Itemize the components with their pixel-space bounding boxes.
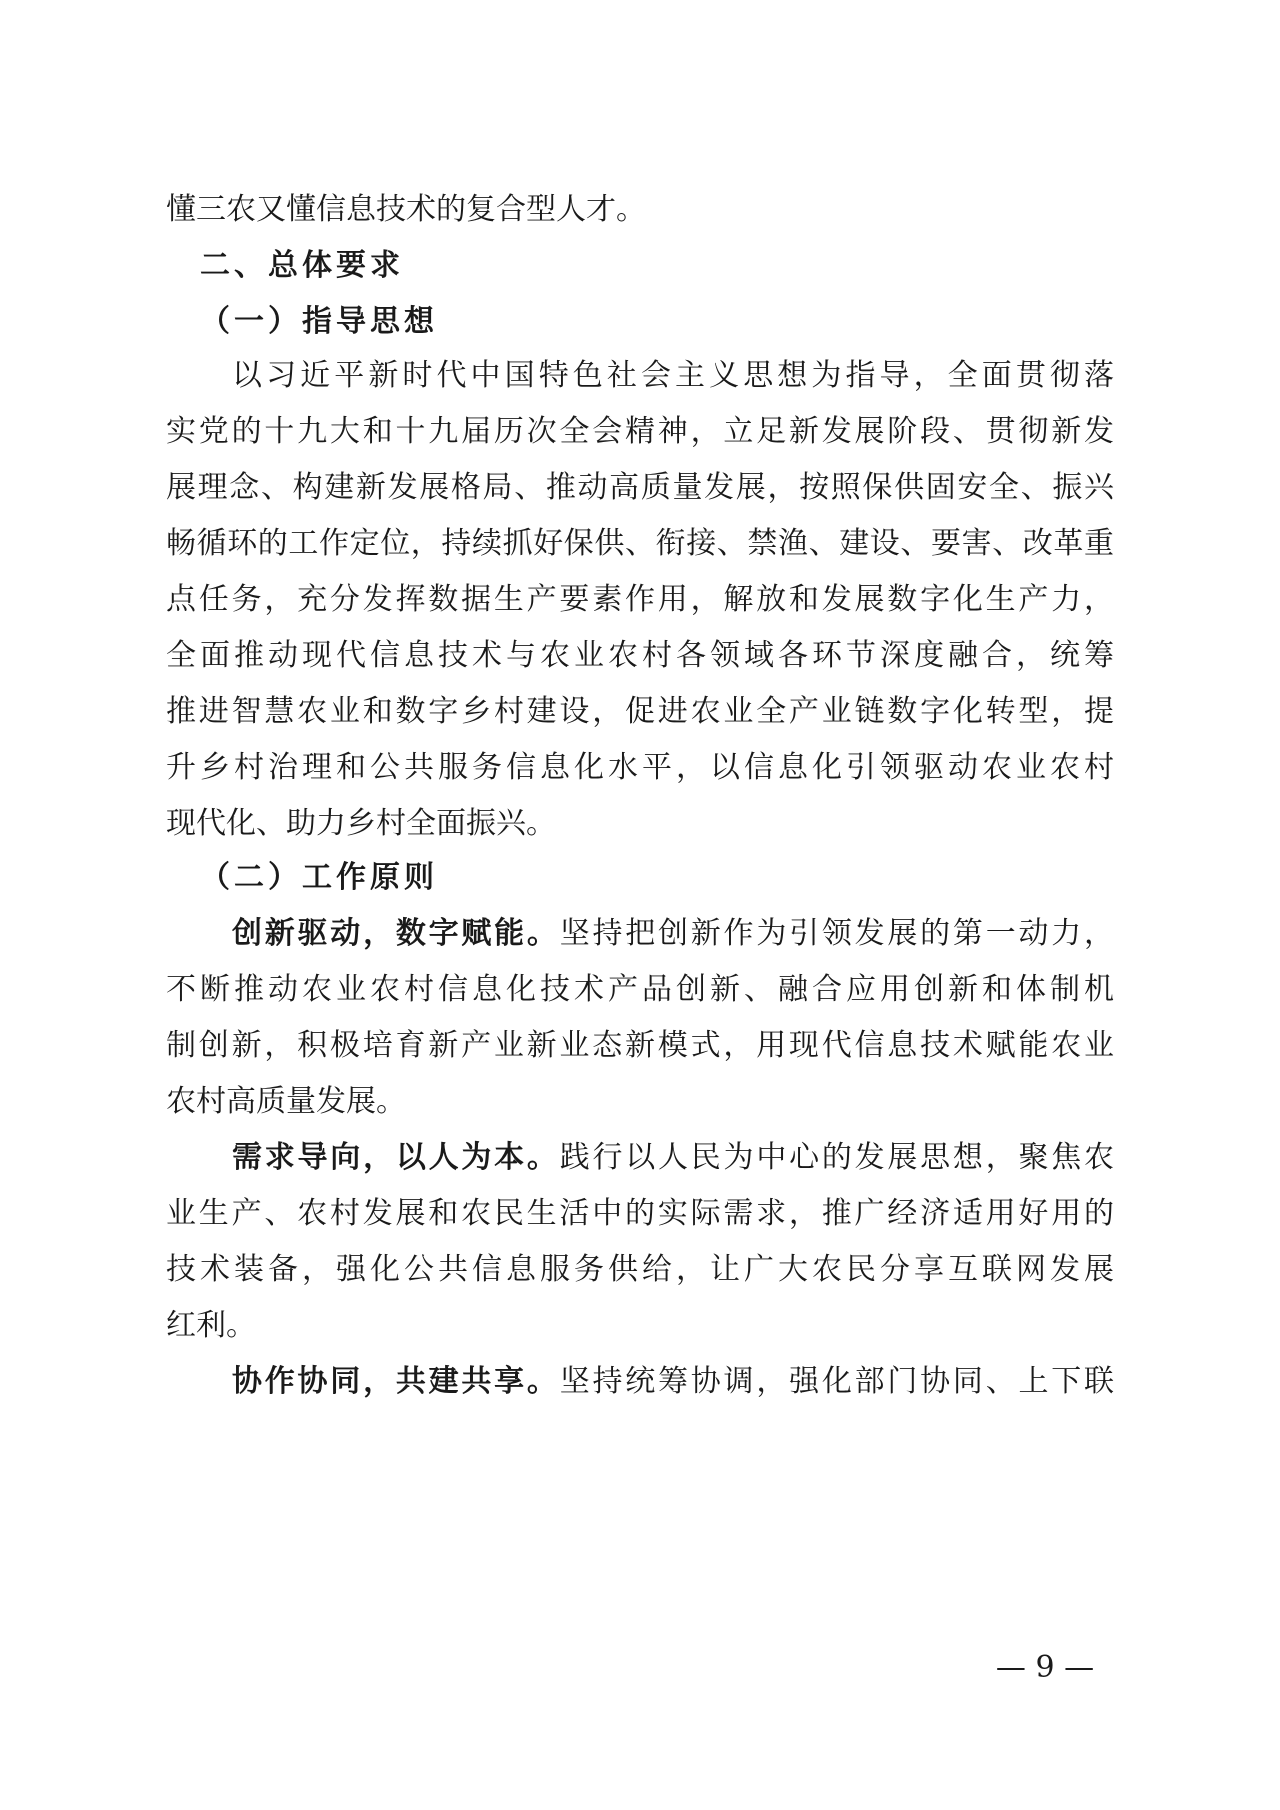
paragraph-line: 点任务，充分发挥数据生产要素作用，解放和发展数字化生产力， xyxy=(166,582,1114,617)
paragraph-line: 升乡村治理和公共服务信息化水平，以信息化引领驱动农业农村 xyxy=(166,750,1114,785)
paragraph-line: 不断推动农业农村信息化技术产品创新、融合应用创新和体制机 xyxy=(166,972,1114,1007)
paragraph-line: 以习近平新时代中国特色社会主义思想为指导，全面贯彻落 xyxy=(232,358,1114,393)
principle-text: 践行以人民为中心的发展思想，聚焦农 xyxy=(559,1140,1115,1175)
principle-text: 坚持把创新作为引领发展的第一动力， xyxy=(559,916,1115,951)
section-heading: 二、总体要求 xyxy=(200,248,404,283)
page-number: — 9 — xyxy=(995,1650,1095,1685)
paragraph-line: 畅循环的工作定位，持续抓好保供、衔接、禁渔、建设、要害、改革重 xyxy=(166,526,1114,561)
paragraph-line xyxy=(232,914,1114,954)
paragraph-line: 红利。 xyxy=(166,1308,256,1343)
subsection-heading: （二）工作原则 xyxy=(200,860,438,895)
paragraph-line: 懂三农又懂信息技术的复合型人才。 xyxy=(166,192,646,227)
paragraph-line: 农村高质量发展。 xyxy=(166,1084,406,1119)
paragraph-line: 展理念、构建新发展格局、推动高质量发展，按照保供固安全、振兴 xyxy=(166,470,1114,505)
paragraph-line: 全面推动现代信息技术与农业农村各领域各环节深度融合，统筹 xyxy=(166,638,1114,673)
paragraph-line: 推进智慧农业和数字乡村建设，促进农业全产业链数字化转型，提 xyxy=(166,694,1114,729)
paragraph-line xyxy=(232,1138,1114,1178)
paragraph-line: 现代化、助力乡村全面振兴。 xyxy=(166,806,556,841)
principle-text: 坚持统筹协调，强化部门协同、上下联 xyxy=(559,1364,1115,1399)
principle-title: 协作协同，共建共享。 xyxy=(232,1364,560,1399)
subsection-heading: （一）指导思想 xyxy=(200,304,438,339)
paragraph-line: 技术装备，强化公共信息服务供给，让广大农民分享互联网发展 xyxy=(166,1252,1114,1287)
paragraph-line: 业生产、农村发展和农民生活中的实际需求，推广经济适用好用的 xyxy=(166,1196,1114,1231)
paragraph-line xyxy=(232,1362,1114,1402)
paragraph-line: 实党的十九大和十九届历次全会精神，立足新发展阶段、贯彻新发 xyxy=(166,414,1114,449)
paragraph-line: 制创新，积极培育新产业新业态新模式，用现代信息技术赋能农业 xyxy=(166,1028,1114,1063)
principle-title: 创新驱动，数字赋能。 xyxy=(232,916,560,951)
principle-title: 需求导向，以人为本。 xyxy=(232,1140,560,1175)
